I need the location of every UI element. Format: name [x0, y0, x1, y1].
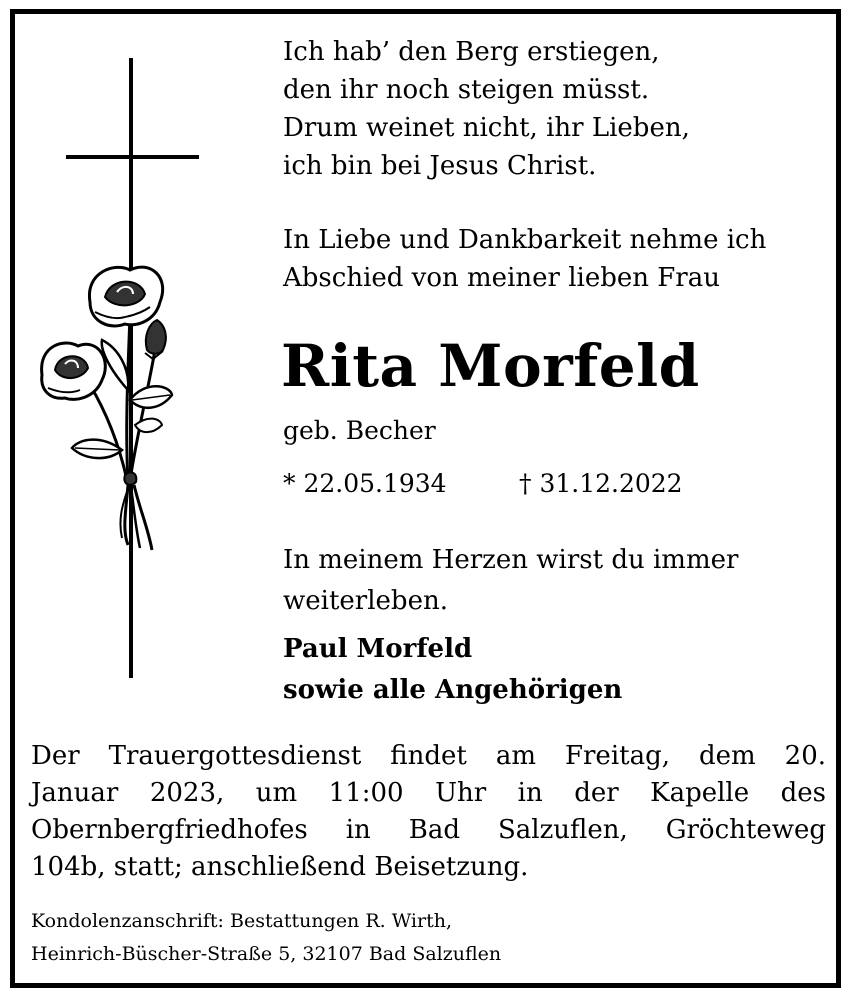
mourners-signature	[283, 629, 622, 711]
leaf-icon	[135, 419, 162, 433]
ribbon-icon	[124, 472, 136, 484]
poem-line: den ihr noch steigen müsst.	[283, 75, 650, 105]
farewell-intro	[283, 221, 766, 297]
poem-line: Drum weinet nicht, ihr Lieben,	[283, 113, 690, 143]
cross-icon	[129, 58, 133, 678]
intro-line: Abschied von meiner lieben Frau	[283, 263, 720, 293]
birth-date: * 22.05.1934	[283, 469, 447, 498]
service-line: Obernbergfriedhofes in Bad Salzuflen, Gröchteweg	[31, 815, 826, 845]
deceased-name: Rita Morfeld	[281, 332, 700, 400]
condolence-line: Heinrich-Büscher-Straße 5, 32107 Bad Salzuflen	[31, 943, 502, 965]
service-line: 104b, statt; anschließend Beisetzung.	[31, 852, 529, 882]
death-date: † 31.12.2022	[519, 469, 683, 498]
poem-line: Ich hab’ den Berg erstiegen,	[283, 37, 660, 67]
rose-icon	[42, 343, 106, 399]
condolence-address	[31, 905, 501, 971]
farewell-line: In meinem Herzen wirst du immer	[283, 545, 739, 575]
poem-line: ich bin bei Jesus Christ.	[283, 151, 597, 181]
mourner-line: Paul Morfeld	[283, 634, 473, 664]
rose-bud-icon	[145, 320, 166, 359]
intro-line: In Liebe und Dankbarkeit nehme ich	[283, 225, 767, 255]
condolence-line: Kondolenzanschrift: Bestattungen R. Wirth,	[31, 910, 452, 932]
service-line: Januar 2023, um 11:00 Uhr in der Kapelle des	[31, 778, 826, 808]
cross-with-roses-icon	[30, 50, 210, 680]
maiden-name: geb. Becher	[283, 416, 436, 445]
farewell-message	[283, 540, 738, 622]
mourner-line: sowie alle Angehörigen	[283, 675, 623, 705]
poem-verse	[283, 33, 690, 185]
rose-icon	[89, 267, 162, 326]
service-line: Der Trauergottesdienst findet am Freitag, dem 20.	[31, 741, 826, 771]
farewell-line: weiterleben.	[283, 586, 448, 616]
funeral-service-notice	[31, 738, 826, 886]
